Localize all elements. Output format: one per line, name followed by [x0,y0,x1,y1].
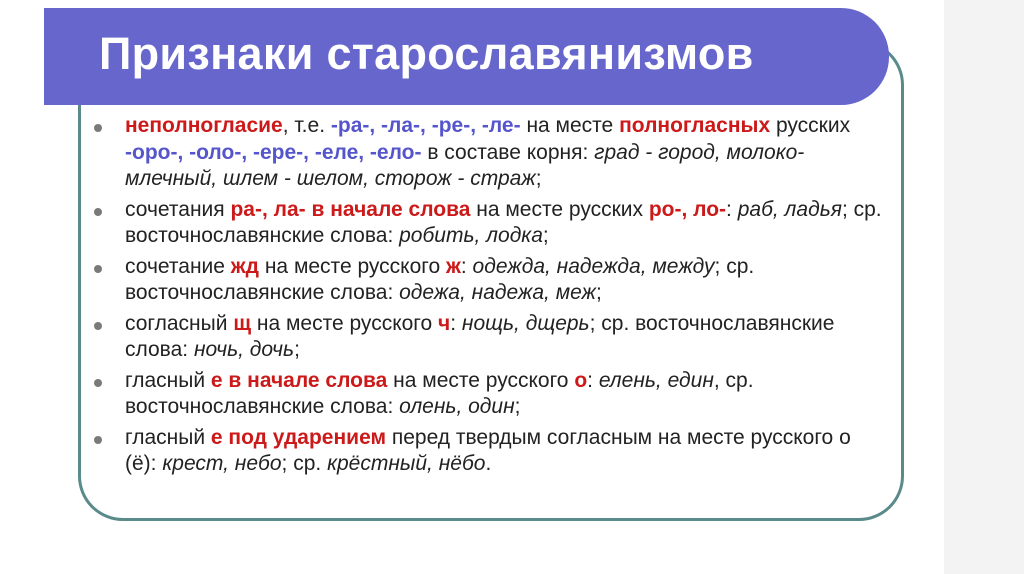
body-text: гласный [125,368,211,392]
list-item [88,254,888,307]
body-text: , т.е. [282,114,331,137]
highlight-text: -ра-, -ла-, -ре-, -ле- [330,114,521,137]
body-text: ; ср. восточнославянские слова: [125,197,882,247]
body-text: : [460,254,473,278]
highlight-text: ра-, ла- в начале слова [230,197,471,221]
body-text: ; ср. [281,452,328,475]
body-text: : [450,311,462,335]
body-text: : [587,368,599,392]
body-text: на месте русского [251,311,439,335]
list-item [88,197,888,250]
highlight-text: ро-, ло- [648,197,727,221]
bullet-list [88,113,888,478]
highlight-text: е в начале слова [210,368,388,392]
example-text: елень, един [598,368,714,392]
title-bar [44,8,889,105]
body-text: . [485,452,492,475]
highlight-text: о [574,368,588,392]
highlight-text: щ [233,311,252,335]
example-text: град - город, молоко-млечный, шлем - шелом, сторож - страж [125,140,805,190]
body-text: ; ср. восточнославянские слова: [125,311,835,361]
highlight-text: ж [445,254,461,278]
bullet-icon [94,436,102,444]
bullet-icon [94,124,102,132]
content-area [88,113,888,482]
highlight-text: жд [230,254,259,278]
highlight-text: е под ударением [210,425,387,449]
body-text: ; [542,224,549,247]
bullet-icon [94,379,102,387]
body-text: на месте русского [259,254,446,278]
body-text: на месте [520,114,620,137]
body-text: ; [294,338,300,361]
body-text: сочетания [125,197,231,221]
body-text: русских [770,114,851,137]
bullet-icon [94,208,102,216]
body-text: , ср. восточнославянские слова: [125,368,754,418]
list-item [88,368,888,421]
body-text: ; [535,167,542,190]
example-text: одежа, надежа, меж [399,281,597,304]
body-text: гласный [125,425,211,449]
highlight-text: неполногласие [125,114,283,137]
body-text: сочетание [125,254,231,278]
body-text: ; ср. восточнославянские слова: [125,254,755,304]
body-text: перед твердым согласным на месте русского о (ё): [125,425,851,475]
slide-title: Признаки старославянизмов [99,28,754,79]
list-item [88,311,888,364]
highlight-text: полногласных [619,114,771,137]
example-text: раб, ладья [737,197,842,221]
side-margin [944,0,1024,574]
body-text: ; [514,395,521,418]
example-text: олень, один [399,395,515,418]
example-text: крёстный, нёбо [327,452,486,475]
list-item [88,113,888,193]
highlight-text: ч [438,311,451,335]
bullet-icon [94,322,102,330]
example-text: нощь, дщерь [461,311,590,335]
body-text: ; [596,281,602,304]
example-text: одежда, надежда, между [472,254,715,278]
body-text: в составе корня: [421,140,595,164]
body-text: : [726,197,738,221]
body-text: на месте русского [387,368,575,392]
body-text: на месте русских [470,197,649,221]
example-text: крест, небо [162,452,282,475]
example-text: ночь, дочь [193,338,295,361]
highlight-text: -оро-, -оло-, -ере-, -еле, -ело- [125,140,422,164]
example-text: робить, лодка [399,224,543,247]
bullet-icon [94,265,102,273]
list-item [88,425,888,478]
body-text: согласный [125,311,234,335]
